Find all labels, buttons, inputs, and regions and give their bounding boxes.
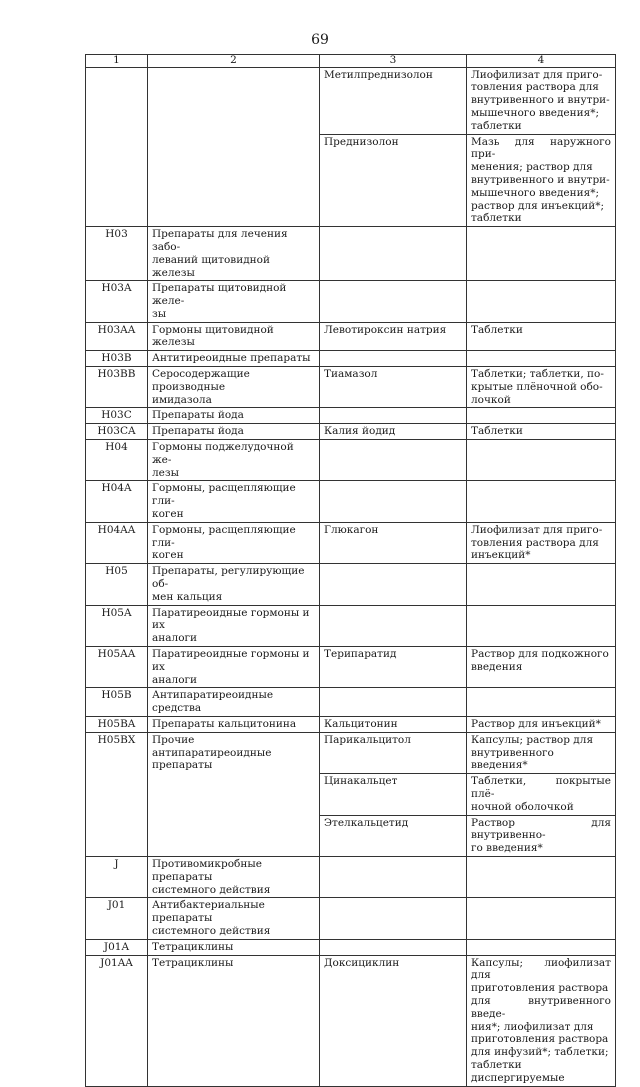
anatomical-group-cell: Тетрациклины <box>148 955 320 1086</box>
table-row <box>86 424 616 440</box>
dosage-form-cell <box>467 898 616 939</box>
drug-name-cell <box>320 351 467 367</box>
drug-name-cell: Парикальцитол <box>320 732 467 773</box>
anatomical-group-cell: Гормоны поджелудочной же- лезы <box>148 440 320 481</box>
drug-name-cell: Преднизолон <box>320 134 467 227</box>
table-row <box>86 564 616 605</box>
atc-code-cell: J01 <box>86 898 148 939</box>
anatomical-group-cell: Препараты йода <box>148 424 320 440</box>
atc-code-cell <box>86 67 148 227</box>
atc-code-cell: H04A <box>86 481 148 522</box>
anatomical-group-cell: Прочие антипаратиреоидные препараты <box>148 732 320 856</box>
dosage-form-cell: Лиофилизат для приго- товления раствора для инъекций* <box>467 522 616 563</box>
drug-name-cell: Метилпреднизолон <box>320 67 467 134</box>
table-row <box>86 67 616 134</box>
page-number: 69 <box>311 32 329 48</box>
atc-code-cell: H05BA <box>86 717 148 733</box>
atc-code-cell: H04AA <box>86 522 148 563</box>
table-row <box>86 688 616 717</box>
dosage-form-cell: Капсулы; раствор для внутривенного введения* <box>467 732 616 773</box>
atc-code-cell: H05B <box>86 688 148 717</box>
drug-name-cell <box>320 898 467 939</box>
table-row <box>86 522 616 563</box>
table-row <box>86 227 616 281</box>
table-row <box>86 408 616 424</box>
anatomical-group-cell: Антипаратиреоидные средства <box>148 688 320 717</box>
atc-code-cell: J01AA <box>86 955 148 1086</box>
atc-code-cell: H03CA <box>86 424 148 440</box>
dosage-form-cell <box>467 688 616 717</box>
atc-code-cell: H05AA <box>86 647 148 688</box>
dosage-form-cell <box>467 281 616 322</box>
drug-name-cell: Левотироксин натрия <box>320 322 467 351</box>
drug-name-cell <box>320 408 467 424</box>
drug-name-cell: Терипаратид <box>320 647 467 688</box>
drug-name-cell <box>320 688 467 717</box>
dosage-form-cell: Лиофилизат для приго- товления раствора для внутривенного и внутри- мышечного введения*; таблетки <box>467 67 616 134</box>
atc-code-cell: H03C <box>86 408 148 424</box>
anatomical-group-cell: Препараты йода <box>148 408 320 424</box>
table-row <box>86 322 616 351</box>
drug-name-cell <box>320 856 467 897</box>
dosage-form-cell <box>467 481 616 522</box>
anatomical-group-cell: Препараты, регулирующие об- мен кальция <box>148 564 320 605</box>
drug-name-cell: Этелкальцетид <box>320 815 467 856</box>
dosage-form-cell: Раствор для подкожного введения <box>467 647 616 688</box>
drug-classification-table <box>85 54 616 1087</box>
drug-name-cell <box>320 939 467 955</box>
table-row <box>86 898 616 939</box>
anatomical-group-cell: Серосодержащие производные имидазола <box>148 367 320 408</box>
dosage-form-cell: Мазь для наружного при- менения; раствор для внутривенного и внутри- мышечного введения*; раствор для инъекций*; таблетки <box>467 134 616 227</box>
atc-code-cell: H03 <box>86 227 148 281</box>
anatomical-group-cell: Противомикробные препараты системного действия <box>148 856 320 897</box>
dosage-form-cell <box>467 605 616 646</box>
table-row <box>86 717 616 733</box>
anatomical-group-cell <box>148 67 320 227</box>
table-row <box>86 732 616 773</box>
drug-name-cell: Тиамазол <box>320 367 467 408</box>
anatomical-group-cell: Гормоны, расщепляющие гли- коген <box>148 481 320 522</box>
drug-name-cell <box>320 281 467 322</box>
anatomical-group-cell: Гормоны щитовидной железы <box>148 322 320 351</box>
header-cell-1: 1 <box>86 55 148 68</box>
dosage-form-cell: Раствор для внутривенно- го введения* <box>467 815 616 856</box>
dosage-form-cell: Таблетки, покрытые плё- ночной оболочкой <box>467 774 616 815</box>
table-header-row <box>86 55 616 68</box>
drug-name-cell: Калия йодид <box>320 424 467 440</box>
anatomical-group-cell: Препараты кальцитонина <box>148 717 320 733</box>
atc-code-cell: H04 <box>86 440 148 481</box>
atc-code-cell: H05BX <box>86 732 148 856</box>
atc-code-cell: J <box>86 856 148 897</box>
anatomical-group-cell: Гормоны, расщепляющие гли- коген <box>148 522 320 563</box>
dosage-form-cell: Капсулы; лиофилизат для приготовления раствора для внутривенного введе- ния*; лиофилизат для приготовления раствора для инфузий*; таблетки; таблетки диспергируемые <box>467 955 616 1086</box>
table-row <box>86 351 616 367</box>
drug-name-cell: Глюкагон <box>320 522 467 563</box>
header-cell-2: 2 <box>148 55 320 68</box>
dosage-form-cell: Таблетки <box>467 424 616 440</box>
drug-name-cell: Цинакальцет <box>320 774 467 815</box>
anatomical-group-cell: Препараты щитовидной желе- зы <box>148 281 320 322</box>
table-row <box>86 647 616 688</box>
anatomical-group-cell: Паратиреоидные гормоны и их аналоги <box>148 647 320 688</box>
header-cell-4: 4 <box>467 55 616 68</box>
atc-code-cell: H05 <box>86 564 148 605</box>
atc-code-cell: J01A <box>86 939 148 955</box>
table-row <box>86 281 616 322</box>
anatomical-group-cell: Паратиреоидные гормоны и их аналоги <box>148 605 320 646</box>
atc-code-cell: H05A <box>86 605 148 646</box>
drug-name-cell: Кальцитонин <box>320 717 467 733</box>
drug-name-cell: Доксициклин <box>320 955 467 1086</box>
dosage-form-cell: Таблетки <box>467 322 616 351</box>
table-row <box>86 955 616 1086</box>
drug-name-cell <box>320 440 467 481</box>
dosage-form-cell <box>467 408 616 424</box>
anatomical-group-cell: Тетрациклины <box>148 939 320 955</box>
table-row <box>86 605 616 646</box>
dosage-form-cell <box>467 564 616 605</box>
table-row <box>86 481 616 522</box>
dosage-form-cell: Таблетки; таблетки, по- крытые плёночной обо- лочкой <box>467 367 616 408</box>
dosage-form-cell <box>467 351 616 367</box>
table-row <box>86 939 616 955</box>
table-row <box>86 440 616 481</box>
dosage-form-cell <box>467 939 616 955</box>
anatomical-group-cell: Антибактериальные препараты системного действия <box>148 898 320 939</box>
atc-code-cell: H03A <box>86 281 148 322</box>
drug-name-cell <box>320 605 467 646</box>
dosage-form-cell <box>467 856 616 897</box>
drug-name-cell <box>320 564 467 605</box>
anatomical-group-cell: Антитиреоидные препараты <box>148 351 320 367</box>
table-row <box>86 856 616 897</box>
atc-code-cell: H03B <box>86 351 148 367</box>
anatomical-group-cell: Препараты для лечения забо- леваний щитовидной железы <box>148 227 320 281</box>
drug-name-cell <box>320 227 467 281</box>
atc-code-cell: H03BB <box>86 367 148 408</box>
dosage-form-cell <box>467 227 616 281</box>
atc-code-cell: H03AA <box>86 322 148 351</box>
table-row <box>86 367 616 408</box>
drug-name-cell <box>320 481 467 522</box>
header-cell-3: 3 <box>320 55 467 68</box>
dosage-form-cell: Раствор для инъекций* <box>467 717 616 733</box>
dosage-form-cell <box>467 440 616 481</box>
